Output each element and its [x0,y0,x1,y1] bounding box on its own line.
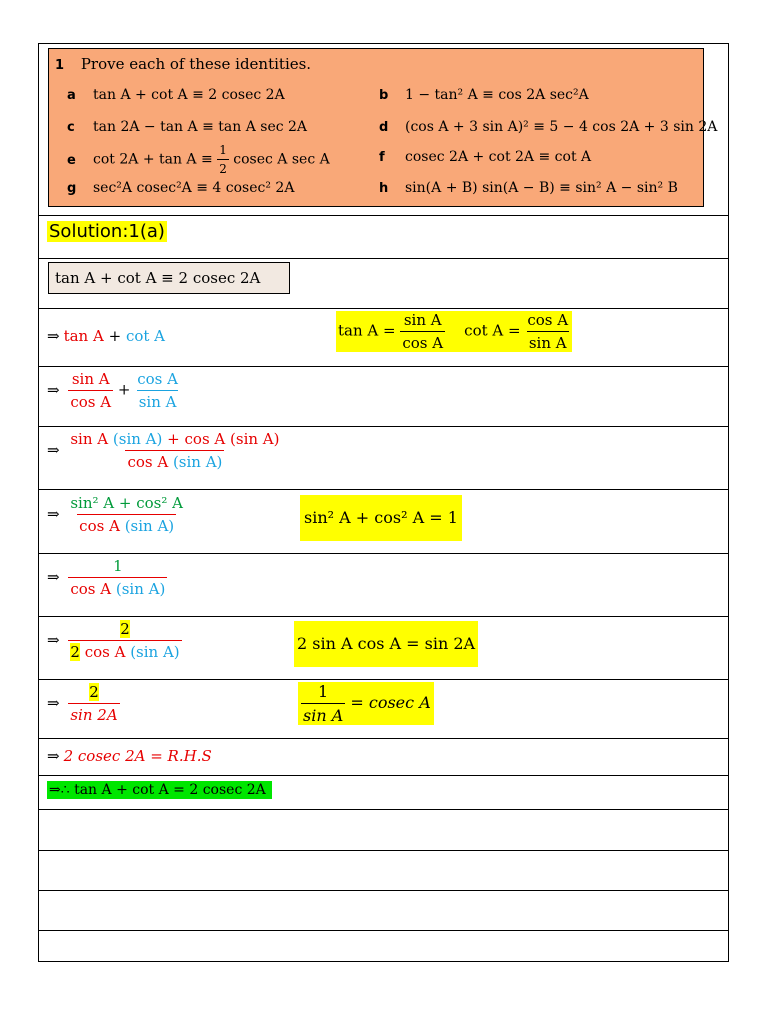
question-number: 1 [55,58,65,73]
step-6: ⇒ $\frac{2}{\text{2 cos A (sin A)}}$ [47,620,180,661]
step-7-row [39,680,728,739]
hint-reciprocal: $\frac{1}{\text{sin A}}$ = cosec A [298,682,434,725]
step-1: ⇒ tan A + cot A [47,327,166,345]
empty-row [39,891,728,931]
empty-row [39,851,728,891]
identity-b: b 1 − tan² A ≡ cos 2A sec²A [379,87,589,103]
hint-tan-cot-definitions: tan A = $\frac{\text{sin A}}{\text{cos A}}$ cot A = $\frac{\text{cos A}}{\text{sin A}}$ [336,311,572,352]
identity-d: d (cos A + 3 sin A)² ≡ 5 − 4 cos 2A + 3 sin 2A [379,119,718,135]
step-2: ⇒ $\frac{\text{sin A}}{\text{cos A}}$ + $\frac{\text{cos A}}{\text{sin A}}$ [47,370,178,411]
step-4: ⇒ $\frac{\text{sin² A + cos² A}}{\text{cos A (sin A)}}$ [47,494,183,535]
step-5-row [39,554,728,617]
problem-box [48,48,718,207]
solution-title-row [39,216,728,259]
identity-e: e cot 2A + tan A ≡ $\frac{1}{2}$ cosec A sec A [67,143,330,176]
step-3-row [39,427,728,490]
step-1-row [39,309,728,367]
problem-row [39,44,728,216]
empty-row [39,810,728,851]
problem-heading [55,55,311,73]
step-6-row [39,617,728,680]
step-5: ⇒ $\frac{1}{\text{cos A (sin A)}}$ [47,557,166,598]
solution-title: Solution:1(a) [49,221,165,242]
step-2-row [39,367,728,427]
step-7: ⇒ $\frac{2}{\sin 2A}$ [47,683,118,724]
conclusion-row [39,776,728,810]
step-4-row [39,490,728,554]
hint-pythagorean-identity: sin² A + cos² A = 1 [300,495,462,541]
worksheet-table [38,43,729,962]
conclusion: ⇒∴ tan A + cot A = 2 cosec 2A [47,781,272,799]
hint-double-angle: 2 sin A cos A = sin 2A [294,621,478,667]
step-3: ⇒ $\frac{\text{sin A (sin A) + cos A (sin A)}}{\text{cos A (sin A)}}$ [47,430,280,471]
step-8: ⇒ 2 cosec 2A = R.H.S [47,747,212,765]
identity-f: f cosec 2A + cot 2A ≡ cot A [379,149,592,165]
identity-statement: tan A + cot A ≡ 2 cosec 2A [48,262,290,294]
step-8-row [39,739,728,776]
identity-g: g sec²A cosec²A ≡ 4 cosec² 2A [67,180,295,196]
identity-c: c tan 2A − tan A ≡ tan A sec 2A [67,119,308,135]
statement-row [39,259,728,309]
identity-h: h sin(A + B) sin(A − B) ≡ sin² A − sin² B [379,180,678,196]
problem-instruction: Prove each of these identities. [80,55,312,73]
identity-a: a tan A + cot A ≡ 2 cosec 2A [67,87,285,103]
